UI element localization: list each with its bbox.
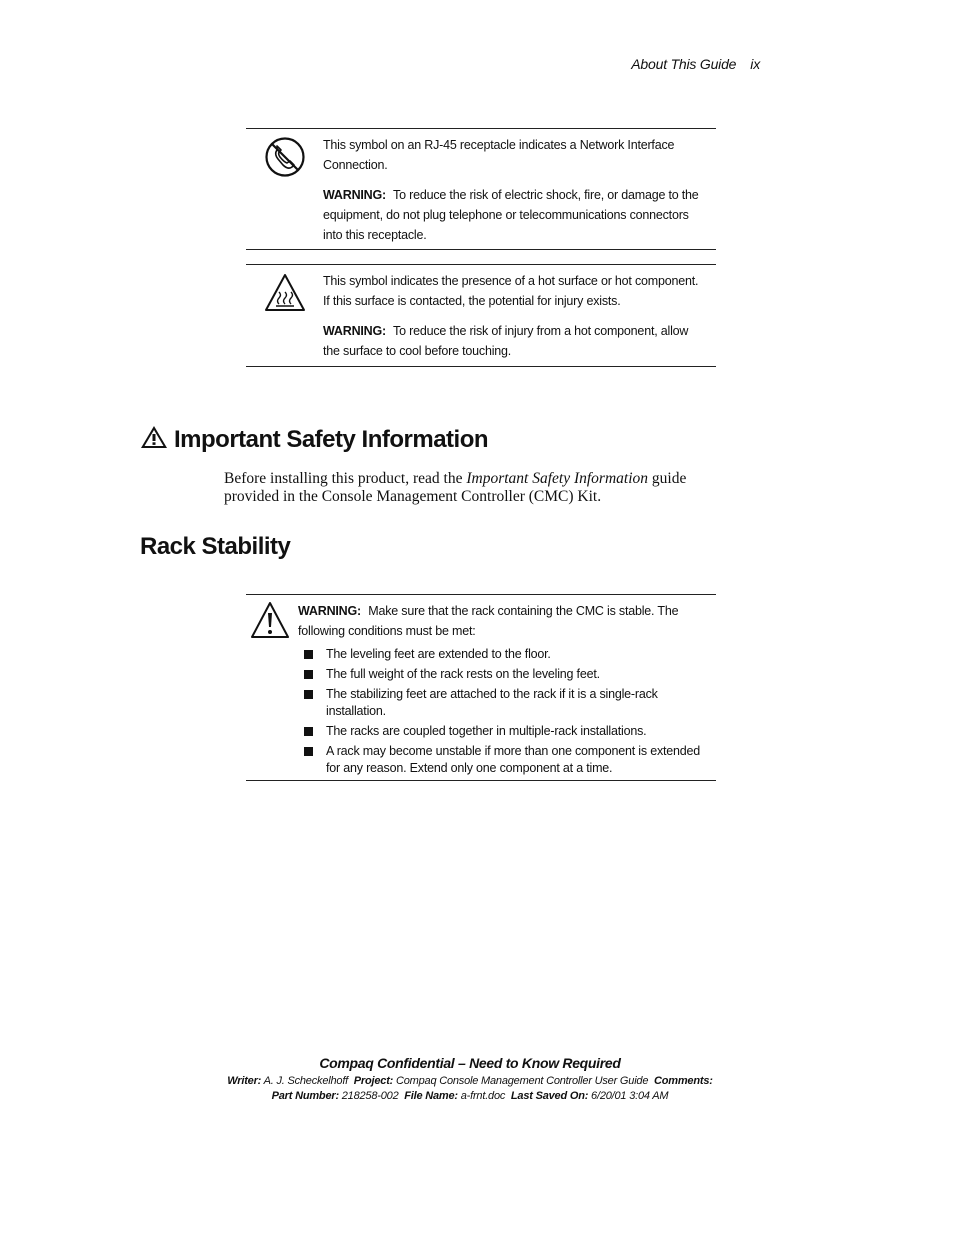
- bullet-square-icon: [304, 650, 313, 659]
- hot-surface-icon: [264, 272, 306, 314]
- network-symbol-warning: [323, 185, 708, 245]
- project-label: Project:: [353, 1075, 394, 1087]
- network-symbol-box: [246, 128, 716, 250]
- page-number: ix: [750, 56, 760, 72]
- safety-paragraph: [224, 470, 724, 506]
- confidential-footer: [150, 1055, 790, 1104]
- bullet-square-icon: [304, 690, 313, 699]
- list-item: [302, 686, 712, 720]
- warning-text: To reduce the risk of electric shock, fire, or damage to the equipment, do not plug telephone or telecommunications connectors into this receptacle.: [323, 188, 699, 242]
- project-value: Compaq Console Management Controller User Guide: [395, 1075, 649, 1087]
- warning-triangle-icon: [140, 425, 168, 449]
- list-item-text: The full weight of the rack rests on the leveling feet.: [326, 667, 600, 681]
- safety-heading-text: Important Safety Information: [174, 426, 489, 453]
- writer-label: Writer:: [227, 1075, 262, 1087]
- running-header: [631, 56, 760, 72]
- safety-guide-title: Important Safety Information: [466, 470, 649, 487]
- list-item-text: The leveling feet are extended to the floor.: [326, 647, 551, 661]
- warning-exclamation-icon: [250, 600, 290, 640]
- safety-heading: [140, 425, 488, 454]
- last-saved-value: 6/20/01 3:04 AM: [591, 1090, 669, 1102]
- safety-text-2: guide provided in the Console Management Controller (CMC) Kit.: [224, 470, 687, 505]
- hot-surface-symbol-box: [246, 264, 716, 367]
- rack-conditions-list: [302, 646, 712, 780]
- safety-text-1: Before installing this product, read the: [224, 470, 467, 487]
- warning-text: Make sure that the rack containing the CMC is stable. The following conditions must be met:: [298, 604, 679, 638]
- hot-surface-warning: [323, 321, 708, 361]
- warning-label: WARNING:: [323, 324, 386, 338]
- bullet-square-icon: [304, 670, 313, 679]
- list-item: [302, 723, 712, 740]
- list-item: [302, 666, 712, 683]
- warning-text: To reduce the risk of injury from a hot component, allow the surface to cool before touching.: [323, 324, 689, 358]
- network-symbol-text: [323, 135, 708, 255]
- list-item-text: The racks are coupled together in multiple-rack installations.: [326, 724, 647, 738]
- last-saved-label: Last Saved On:: [510, 1090, 589, 1102]
- list-item: [302, 646, 712, 663]
- list-item-text: The stabilizing feet are attached to the rack if it is a single-rack installation.: [326, 687, 658, 718]
- part-number-label: Part Number:: [271, 1090, 339, 1102]
- footer-meta-line-2: [150, 1089, 790, 1104]
- hot-surface-description: This symbol indicates the presence of a hot surface or hot component. If this surface is contacted, the potential for injury exists.: [323, 274, 699, 308]
- header-section-title: About This Guide: [631, 56, 737, 72]
- file-name-label: File Name:: [404, 1090, 458, 1102]
- network-symbol-description: This symbol on an RJ-45 receptacle indicates a Network Interface Connection.: [323, 138, 675, 172]
- footer-meta-line-1: [150, 1074, 790, 1089]
- warning-label: WARNING:: [298, 604, 361, 618]
- part-number-value: 218258-002: [341, 1090, 399, 1102]
- warning-label: WARNING:: [323, 188, 386, 202]
- rack-warning-box: [246, 594, 716, 781]
- rack-warning-text: [298, 601, 716, 641]
- writer-value: A. J. Scheckelhoff: [263, 1075, 349, 1087]
- comments-label: Comments:: [654, 1075, 713, 1087]
- file-name-value: a-frnt.doc: [460, 1090, 506, 1102]
- hot-surface-symbol-text: [323, 271, 708, 371]
- no-telephone-jack-icon: [264, 136, 306, 178]
- list-item-text: A rack may become unstable if more than one component is extended for any reason. Extend only one component at a time.: [326, 744, 701, 775]
- bullet-square-icon: [304, 747, 313, 756]
- rack-stability-heading: Rack Stability: [140, 533, 291, 560]
- list-item: [302, 743, 712, 777]
- confidential-notice: Compaq Confidential – Need to Know Required: [319, 1055, 621, 1071]
- bullet-square-icon: [304, 727, 313, 736]
